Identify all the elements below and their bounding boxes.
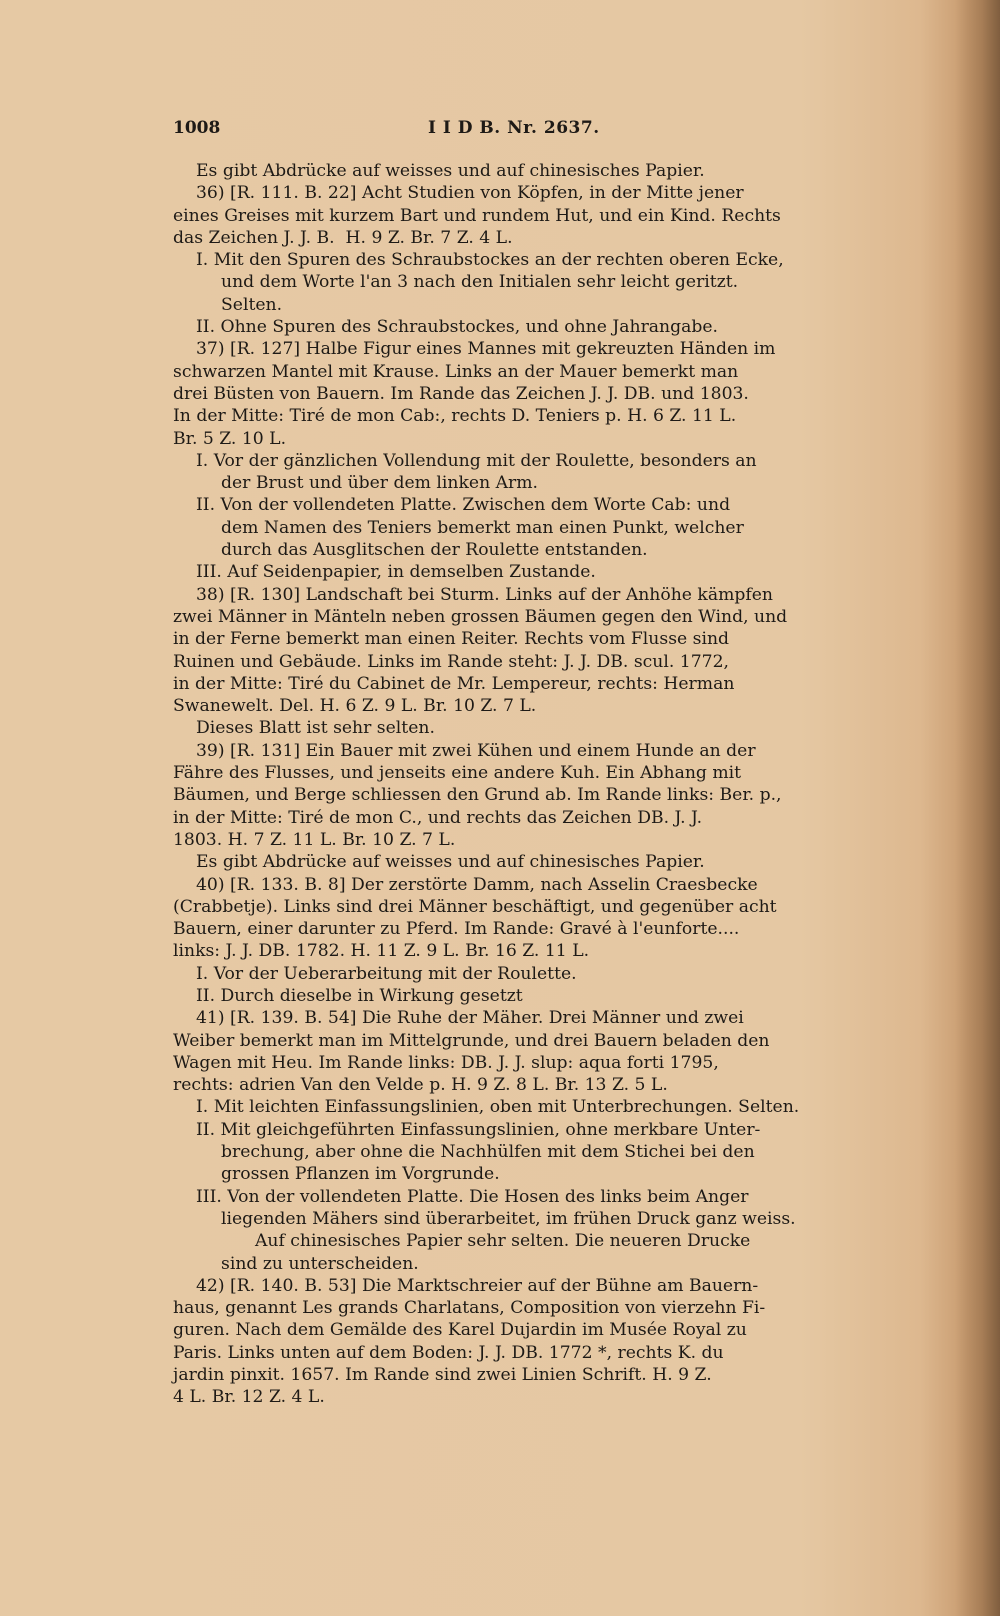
text-line: guren. Nach dem Gemälde des Karel Dujardin im Musée Royal zu (173, 1320, 747, 1341)
text-line: links: J. J. DB. 1782. H. 11 Z. 9 L. Br. 16 Z. 11 L. (173, 941, 590, 962)
text-line: Ruinen und Gebäude. Links im Rande steht: J. J. DB. scul. 1772, (173, 651, 730, 672)
text-line: zwei Männer in Mänteln neben grossen Bäumen gegen den Wind, und (173, 606, 788, 627)
text-line: rechts: adrien Van den Velde p. H. 9 Z. 8 L. Br. 13 Z. 5 L. (173, 1075, 668, 1096)
text-line: dem Namen des Teniers bemerkt man einen Punkt, welcher (221, 517, 744, 538)
text-line: Dieses Blatt ist sehr selten. (196, 718, 435, 739)
text-line: 42) [R. 140. B. 53] Die Marktschreier auf der Bühne am Bauern- (196, 1275, 759, 1296)
text-line: 1803. H. 7 Z. 11 L. Br. 10 Z. 7 L. (173, 829, 456, 850)
page-header (173, 118, 893, 148)
text-line: Wagen mit Heu. Im Rande links: DB. J. J. slup: aqua forti 1795, (173, 1052, 719, 1073)
text-line: Es gibt Abdrücke auf weisses und auf chinesisches Papier. (196, 161, 705, 181)
text-line: (Crabbetje). Links sind drei Männer beschäftigt, und gegenüber acht (173, 896, 777, 917)
text-line: drei Büsten von Bauern. Im Rande das Zeichen J. J. DB. und 1803. (173, 383, 749, 404)
text-line: in der Mitte: Tiré du Cabinet de Mr. Lempereur, rechts: Herman (173, 673, 735, 694)
text-line: Bäumen, und Berge schliessen den Grund ab. Im Rande links: Ber. p., (173, 785, 782, 806)
page-edge-shadow (955, 0, 1000, 1616)
text-line: sind zu unterscheiden. (221, 1253, 419, 1274)
text-body (173, 160, 893, 1409)
text-line: der Brust und über dem linken Arm. (221, 473, 538, 494)
text-line: I. Mit den Spuren des Schraubstockes an der rechten oberen Ecke, (196, 250, 784, 271)
text-line: grossen Pflanzen im Vorgrunde. (221, 1164, 500, 1185)
text-line: I. Vor der Ueberarbeitung mit der Roulette. (196, 963, 577, 984)
text-line: Es gibt Abdrücke auf weisses und auf chinesisches Papier. (196, 852, 705, 873)
text-line: eines Greises mit kurzem Bart und rundem Hut, und ein Kind. Rechts (173, 205, 781, 226)
text-line: I. Mit leichten Einfassungslinien, oben mit Unterbrechungen. Selten. (196, 1097, 800, 1118)
text-line: 36) [R. 111. B. 22] Acht Studien von Köpfen, in der Mitte jener (196, 183, 744, 204)
text-line: II. Von der vollendeten Platte. Zwischen dem Worte Cab: und (196, 495, 731, 516)
text-line: Bauern, einer darunter zu Pferd. Im Rande: Gravé à l'eunforte.... (173, 919, 740, 940)
text-line: 40) [R. 133. B. 8] Der zerstörte Damm, nach Asselin Craesbecke (196, 874, 758, 895)
text-line: 38) [R. 130] Landschaft bei Sturm. Links auf der Anhöhe kämpfen (196, 584, 773, 605)
text-line: 4 L. Br. 12 Z. 4 L. (173, 1387, 325, 1408)
text-line: I. Vor der gänzlichen Vollendung mit der Roulette, besonders an (196, 450, 757, 471)
text-line: schwarzen Mantel mit Krause. Links an der Mauer bemerkt man (173, 361, 739, 382)
text-line: In der Mitte: Tiré de mon Cab:, rechts D. Teniers p. H. 6 Z. 11 L. (173, 406, 737, 427)
text-line: liegenden Mähers sind überarbeitet, im frühen Druck ganz weiss. (221, 1208, 796, 1229)
text-line: und dem Worte l'an 3 nach den Initialen sehr leicht geritzt. (221, 272, 739, 293)
text-line: haus, genannt Les grands Charlatans, Composition von vierzehn Fi- (173, 1298, 766, 1319)
text-line: Fähre des Flusses, und jenseits eine andere Kuh. Ein Abhang mit (173, 763, 742, 784)
text-line: Auf chinesisches Papier sehr selten. Die neueren Drucke (255, 1231, 751, 1252)
text-line: jardin pinxit. 1657. Im Rande sind zwei Linien Schrift. H. 9 Z. (173, 1365, 712, 1386)
text-line: 39) [R. 131] Ein Bauer mit zwei Kühen und einem Hunde an der (196, 740, 756, 761)
text-line: Swanewelt. Del. H. 6 Z. 9 L. Br. 10 Z. 7 L. (173, 696, 537, 717)
text-line: das Zeichen J. J. B. H. 9 Z. Br. 7 Z. 4 L. (173, 227, 513, 248)
text-line: Paris. Links unten auf dem Boden: J. J. DB. 1772 *, rechts K. du (173, 1342, 724, 1363)
text-line: Weiber bemerkt man im Mittelgrunde, und drei Bauern beladen den (173, 1030, 770, 1051)
catalogue-reference: I I D B. Nr. 2637. (428, 118, 600, 138)
text-line: III. Von der vollendeten Platte. Die Hosen des links beim Anger (196, 1186, 749, 1207)
page-content (173, 118, 893, 1409)
text-line: durch das Ausglitschen der Roulette entstanden. (221, 540, 648, 561)
text-line: Br. 5 Z. 10 L. (173, 428, 287, 449)
text-line: in der Mitte: Tiré de mon C., und rechts das Zeichen DB. J. J. (173, 807, 703, 828)
text-line: in der Ferne bemerkt man einen Reiter. Rechts vom Flusse sind (173, 629, 730, 650)
text-line: III. Auf Seidenpapier, in demselben Zustande. (196, 562, 596, 583)
text-line: brechung, aber ohne die Nachhülfen mit dem Stichei bei den (221, 1142, 755, 1163)
text-line: II. Mit gleichgeführten Einfassungslinien, ohne merkbare Unter- (196, 1119, 761, 1140)
text-line: 41) [R. 139. B. 54] Die Ruhe der Mäher. Drei Männer und zwei (196, 1008, 744, 1029)
text-line: 37) [R. 127] Halbe Figur eines Mannes mit gekreuzten Händen im (196, 339, 776, 360)
text-line: II. Durch dieselbe in Wirkung gesetzt (196, 985, 523, 1006)
text-line: Selten. (221, 294, 283, 315)
page-number: 1008 (173, 118, 221, 138)
text-line: II. Ohne Spuren des Schraubstockes, und ohne Jahrangabe. (196, 317, 718, 338)
